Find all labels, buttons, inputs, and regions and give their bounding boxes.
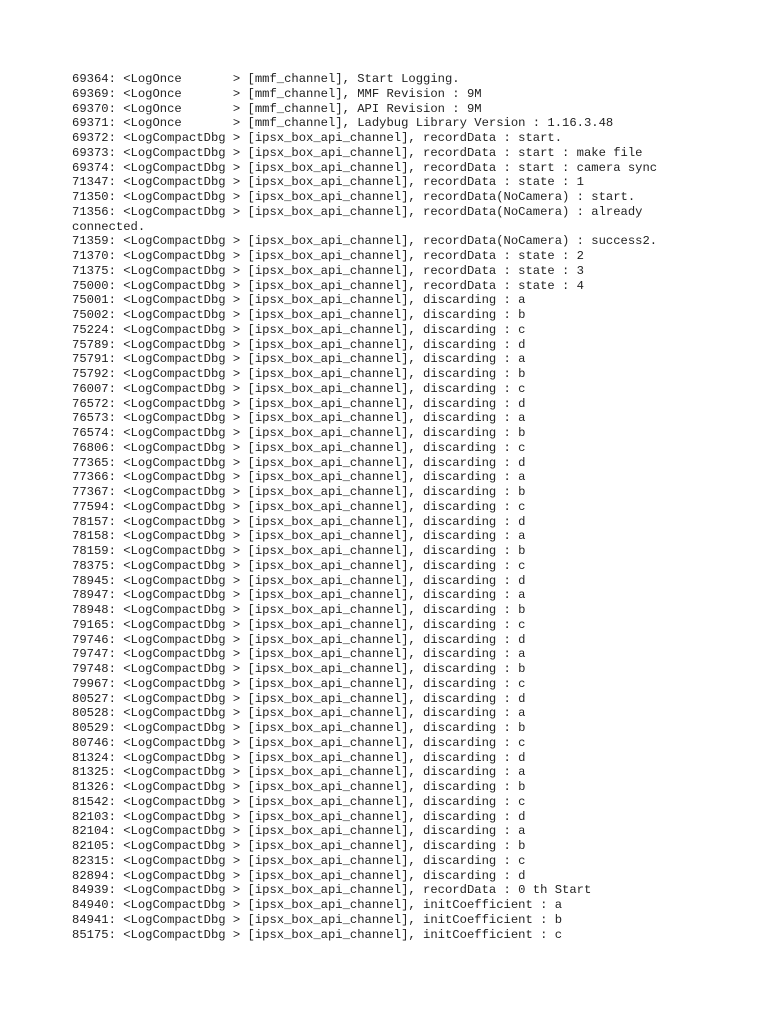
log-line: 84939: <LogCompactDbg > [ipsx_box_api_channel], recordData : 0 th Start: [72, 883, 592, 898]
log-line: 80527: <LogCompactDbg > [ipsx_box_api_channel], discarding : d: [72, 691, 526, 706]
log-line: 79165: <LogCompactDbg > [ipsx_box_api_channel], discarding : c: [72, 617, 526, 632]
log-line: 81325: <LogCompactDbg > [ipsx_box_api_channel], discarding : a: [72, 765, 526, 780]
log-line: 78947: <LogCompactDbg > [ipsx_box_api_channel], discarding : a: [72, 588, 526, 603]
log-line: 82104: <LogCompactDbg > [ipsx_box_api_channel], discarding : a: [72, 824, 526, 839]
log-line: 82894: <LogCompactDbg > [ipsx_box_api_channel], discarding : d: [72, 868, 526, 883]
log-line: 75792: <LogCompactDbg > [ipsx_box_api_channel], discarding : b: [72, 367, 526, 381]
log-line: 80746: <LogCompactDbg > [ipsx_box_api_channel], discarding : c: [72, 735, 526, 750]
log-line: 69372: <LogCompactDbg > [ipsx_box_api_channel], recordData : start.: [72, 131, 563, 145]
log-document: [72, 72, 712, 942]
log-line: 78158: <LogCompactDbg > [ipsx_box_api_channel], discarding : a: [72, 529, 526, 544]
log-line: 82105: <LogCompactDbg > [ipsx_box_api_channel], discarding : b: [72, 839, 526, 853]
log-line: 85175: <LogCompactDbg > [ipsx_box_api_channel], initCoefficient : c: [72, 927, 563, 942]
log-line: 84941: <LogCompactDbg > [ipsx_box_api_channel], initCoefficient : b: [72, 912, 563, 927]
log-line: 76573: <LogCompactDbg > [ipsx_box_api_channel], discarding : a: [72, 411, 526, 426]
log-line: 75224: <LogCompactDbg > [ipsx_box_api_channel], discarding : c: [72, 322, 526, 337]
log-line: 79746: <LogCompactDbg > [ipsx_box_api_channel], discarding : d: [72, 632, 526, 647]
log-line: 76806: <LogCompactDbg > [ipsx_box_api_channel], discarding : c: [72, 440, 526, 455]
log-line: 79967: <LogCompactDbg > [ipsx_box_api_channel], discarding : c: [72, 676, 526, 691]
log-line: 80528: <LogCompactDbg > [ipsx_box_api_channel], discarding : a: [72, 706, 526, 721]
log-line: 84940: <LogCompactDbg > [ipsx_box_api_channel], initCoefficient : a: [72, 898, 563, 912]
log-line: 81324: <LogCompactDbg > [ipsx_box_api_channel], discarding : d: [72, 750, 526, 765]
log-line: 75791: <LogCompactDbg > [ipsx_box_api_channel], discarding : a: [72, 352, 526, 367]
log-line: 79747: <LogCompactDbg > [ipsx_box_api_channel], discarding : a: [72, 647, 526, 662]
log-line: 78157: <LogCompactDbg > [ipsx_box_api_channel], discarding : d: [72, 514, 526, 529]
log-line: 82315: <LogCompactDbg > [ipsx_box_api_channel], discarding : c: [72, 853, 526, 868]
log-line: 81542: <LogCompactDbg > [ipsx_box_api_channel], discarding : c: [72, 794, 526, 809]
log-line: 69364: <LogOnce > [mmf_channel], Start Logging.: [72, 72, 460, 86]
log-line: 76574: <LogCompactDbg > [ipsx_box_api_channel], discarding : b: [72, 426, 526, 440]
log-line: 77366: <LogCompactDbg > [ipsx_box_api_channel], discarding : a: [72, 470, 526, 485]
log-line: 71356: <LogCompactDbg > [ipsx_box_api_channel], recordData(NoCamera) : already: [72, 204, 643, 219]
log-line: 78159: <LogCompactDbg > [ipsx_box_api_channel], discarding : b: [72, 544, 526, 558]
log-line: 76572: <LogCompactDbg > [ipsx_box_api_channel], discarding : d: [72, 396, 526, 411]
log-line: 71347: <LogCompactDbg > [ipsx_box_api_channel], recordData : state : 1: [72, 175, 584, 190]
log-line: 79748: <LogCompactDbg > [ipsx_box_api_channel], discarding : b: [72, 662, 526, 676]
log-line: 76007: <LogCompactDbg > [ipsx_box_api_channel], discarding : c: [72, 381, 526, 396]
log-line: 71350: <LogCompactDbg > [ipsx_box_api_channel], recordData(NoCamera) : start.: [72, 190, 636, 204]
log-line: 71370: <LogCompactDbg > [ipsx_box_api_channel], recordData : state : 2: [72, 249, 584, 263]
log-line: 75001: <LogCompactDbg > [ipsx_box_api_channel], discarding : a: [72, 293, 526, 308]
log-line: 71375: <LogCompactDbg > [ipsx_box_api_channel], recordData : state : 3: [72, 263, 584, 278]
log-line: 75000: <LogCompactDbg > [ipsx_box_api_channel], recordData : state : 4: [72, 278, 584, 293]
log-line: 69373: <LogCompactDbg > [ipsx_box_api_channel], recordData : start : make file: [72, 145, 643, 160]
log-line: 75002: <LogCompactDbg > [ipsx_box_api_channel], discarding : b: [72, 308, 526, 322]
log-line: connected.: [72, 219, 146, 234]
log-line: 69369: <LogOnce > [mmf_channel], MMF Revision : 9M: [72, 86, 482, 101]
log-line: 81326: <LogCompactDbg > [ipsx_box_api_channel], discarding : b: [72, 780, 526, 794]
log-line: 82103: <LogCompactDbg > [ipsx_box_api_channel], discarding : d: [72, 809, 526, 824]
log-line: 77367: <LogCompactDbg > [ipsx_box_api_channel], discarding : b: [72, 485, 526, 499]
log-line: 80529: <LogCompactDbg > [ipsx_box_api_channel], discarding : b: [72, 721, 526, 735]
log-line: 77365: <LogCompactDbg > [ipsx_box_api_channel], discarding : d: [72, 455, 526, 470]
log-line: 69371: <LogOnce > [mmf_channel], Ladybug Library Version : 1.16.3.48: [72, 116, 614, 131]
log-line: 78375: <LogCompactDbg > [ipsx_box_api_channel], discarding : c: [72, 558, 526, 573]
log-line: 75789: <LogCompactDbg > [ipsx_box_api_channel], discarding : d: [72, 337, 526, 352]
log-line: 71359: <LogCompactDbg > [ipsx_box_api_channel], recordData(NoCamera) : success2.: [72, 234, 658, 249]
log-line: 69374: <LogCompactDbg > [ipsx_box_api_channel], recordData : start : camera sync: [72, 160, 658, 175]
log-line: 78948: <LogCompactDbg > [ipsx_box_api_channel], discarding : b: [72, 603, 526, 617]
log-line: 69370: <LogOnce > [mmf_channel], API Revision : 9M: [72, 101, 482, 116]
log-line: 77594: <LogCompactDbg > [ipsx_box_api_channel], discarding : c: [72, 499, 526, 514]
log-line: 78945: <LogCompactDbg > [ipsx_box_api_channel], discarding : d: [72, 573, 526, 588]
log-body: [72, 72, 712, 942]
